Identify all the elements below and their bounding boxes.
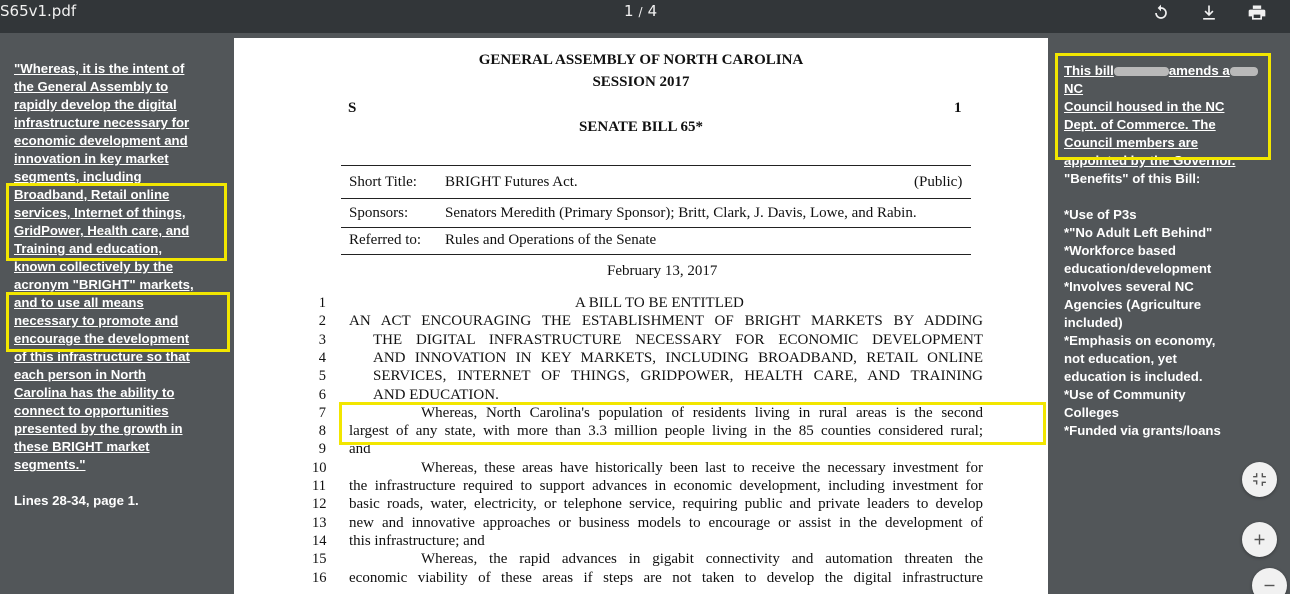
quote-line: innovation in key market [14, 151, 169, 166]
quote-line: of this infrastructure so that [14, 349, 190, 364]
summary-line: Council members are [1064, 135, 1199, 150]
bill-line: this infrastructure; and [349, 532, 485, 549]
zoom-out-icon [1261, 577, 1278, 594]
benefit-item: education is included. [1064, 369, 1203, 384]
bill-line: THE DIGITAL INFRASTRUCTURE NECESSARY FOR ECONOMIC DEVELOPMENT [373, 331, 983, 348]
bill-line: AN ACT ENCOURAGING THE ESTABLISHMENT OF BRIGHT MARKETS BY ADDING [349, 313, 983, 330]
benefit-item: *Workforce based [1064, 243, 1176, 258]
highlight-box-means [6, 292, 230, 352]
quote-line: presented by the growth in [14, 421, 183, 436]
zoom-in-icon [1251, 531, 1268, 548]
viewer-toolbar [0, 0, 1290, 33]
quote-line: GridPower, Health care, and [14, 223, 190, 238]
bill-line: new and innovative approaches or business models to encourage or assist in the development of [349, 514, 983, 531]
benefit-item: *Involves several NC [1064, 279, 1194, 294]
assembly-header: GENERAL ASSEMBLY OF NORTH CAROLINA [478, 52, 804, 68]
quote-line: segments, including [14, 169, 142, 184]
print-icon[interactable] [1247, 3, 1267, 23]
quote-line: infrastructure necessary for [14, 115, 190, 130]
referred-label: Referred to: [349, 232, 422, 248]
pdf-page [234, 38, 1048, 594]
total-pages: 4 [647, 2, 659, 20]
rotate-icon[interactable] [1151, 3, 1171, 23]
page-indicator [624, 2, 658, 20]
line-number: 2 [318, 313, 326, 330]
benefit-item: not education, yet [1064, 351, 1177, 366]
fit-to-page-icon [1251, 471, 1268, 488]
bill-line: and [349, 441, 371, 458]
line-number: 12 [312, 496, 327, 513]
line-number: 16 [312, 569, 327, 586]
summary-fragment: NC [1064, 81, 1084, 96]
quote-line: segments." [14, 457, 86, 472]
quote-line: these BRIGHT market [14, 439, 150, 454]
bill-line: AND INNOVATION IN KEY MARKETS, INCLUDING BROADBAND, RETAIL ONLINE [373, 349, 983, 366]
quote-line: and to use all means [14, 295, 144, 310]
summary-fragment: This bill [1064, 63, 1114, 78]
line-number: 13 [312, 514, 327, 531]
table-divider [341, 198, 971, 199]
highlight-box-council [1055, 53, 1271, 160]
bill-line: AND EDUCATION. [373, 386, 499, 403]
sponsors-label: Sponsors: [349, 205, 409, 221]
quote-line: services, Internet of things, [14, 205, 186, 220]
benefit-item: *Use of Community [1064, 387, 1186, 402]
bill-line: economic viability of these areas if steps are not taken to develop the digital infrastructure [349, 569, 983, 586]
sponsors: Senators Meredith (Primary Sponsor); Britt, Clark, J. Davis, Lowe, and Rabin. [445, 205, 917, 221]
right-annotation-panel [1052, 33, 1290, 594]
line-number: 15 [312, 551, 327, 568]
document-title: S65v1.pdf [0, 2, 77, 20]
benefit-item: education/development [1064, 261, 1212, 276]
table-divider [341, 254, 971, 255]
quote-line: Training and education, [14, 241, 163, 256]
benefit-item: *Emphasis on economy, [1064, 333, 1216, 348]
bill-line: the infrastructure required to support advances in economic development, including investment for [349, 478, 983, 494]
benefit-item: *Use of P3s [1064, 207, 1137, 222]
line-number: 11 [312, 478, 326, 494]
quote-line: necessary to promote and [14, 313, 179, 328]
current-page[interactable]: 1 [624, 2, 635, 20]
quote-line: rapidly develop the digital [14, 97, 177, 112]
quote-line: encourage the development [14, 331, 190, 346]
quote-line: "Whereas, it is the intent of [14, 61, 185, 76]
bill-line: SERVICES, INTERNET OF THINGS, GRIDPOWER, HEALTH CARE, AND TRAINING [373, 368, 983, 385]
referred-to: Rules and Operations of the Senate [445, 232, 657, 248]
line-number: 4 [318, 349, 326, 366]
quote-line: Broadband, Retail online [14, 187, 170, 202]
quote-line: the General Assembly to [14, 79, 169, 94]
line-number: 9 [318, 441, 326, 458]
short-title-label: Short Title: [349, 174, 417, 190]
table-divider [341, 165, 971, 166]
summary-line: Dept. of Commerce. The [1064, 117, 1216, 132]
benefit-item: included) [1064, 315, 1123, 330]
line-number: 3 [318, 331, 326, 348]
zoom-in-button[interactable] [1242, 522, 1277, 557]
quote-line: each person in North [14, 367, 146, 382]
page-separator: / [638, 5, 644, 19]
bill-line: Whereas, North Carolina's population of residents living in rural areas is the second [421, 404, 983, 421]
highlight-box-markets [6, 183, 227, 261]
quote-line: economic development and [14, 133, 188, 148]
benefit-item: *Funded via grants/loans [1064, 423, 1221, 438]
bill-line: Whereas, the rapid advances in gigabit connectivity and automation threaten the [421, 551, 983, 568]
summary-fragment: amends a [1168, 63, 1230, 78]
fit-to-page-button[interactable] [1242, 462, 1277, 497]
quote-line: known collectively by the [14, 259, 174, 274]
bill-line: largest of any state, with more than 3.3 million people living in the 85 counties considered rural; [349, 423, 983, 440]
chamber-letter: S [348, 100, 357, 116]
quote-line: acronym "BRIGHT" markets, [14, 277, 194, 292]
left-quote-note [14, 60, 229, 474]
benefit-item: Colleges [1064, 405, 1119, 420]
summary-line: appointed by the Governor. [1064, 153, 1236, 168]
edition-number: 1 [954, 100, 962, 116]
line-number: 7 [318, 404, 326, 421]
bill-line: Whereas, these areas have historically been last to receive the necessary investment for [421, 459, 983, 476]
line-number: 10 [312, 459, 327, 476]
quote-line: connect to opportunities [14, 403, 169, 418]
line-number: 5 [318, 368, 326, 385]
benefits-list [1064, 170, 1279, 440]
bill-line: A BILL TO BE ENTITLED [575, 295, 744, 311]
public-label: (Public) [914, 174, 963, 190]
summary-line: Council housed in the NC [1064, 99, 1225, 114]
line-number: 14 [312, 532, 327, 549]
table-divider [341, 227, 971, 228]
left-annotation-panel [0, 33, 234, 594]
line-number: 6 [318, 386, 326, 403]
line-number: 1 [318, 295, 326, 311]
benefit-item: *"No Adult Left Behind" [1064, 225, 1213, 240]
short-title: BRIGHT Futures Act. [445, 174, 578, 190]
line-number: 8 [318, 423, 326, 440]
session-header: SESSION 2017 [592, 74, 690, 90]
benefit-item: Agencies (Agriculture [1064, 297, 1202, 312]
benefits-title: "Benefits" of this Bill: [1064, 171, 1201, 186]
bill-date: February 13, 2017 [607, 263, 718, 279]
quote-line: Carolina has the ability to [14, 385, 175, 400]
download-icon[interactable] [1199, 3, 1219, 23]
quote-citation: Lines 28-34, page 1. [14, 493, 139, 508]
bill-line: basic roads, water, electricity, or telephone service, requiring public and private leaders to develop [349, 496, 983, 513]
highlight-box-rural [339, 402, 1046, 445]
bill-number: SENATE BILL 65* [579, 119, 703, 135]
